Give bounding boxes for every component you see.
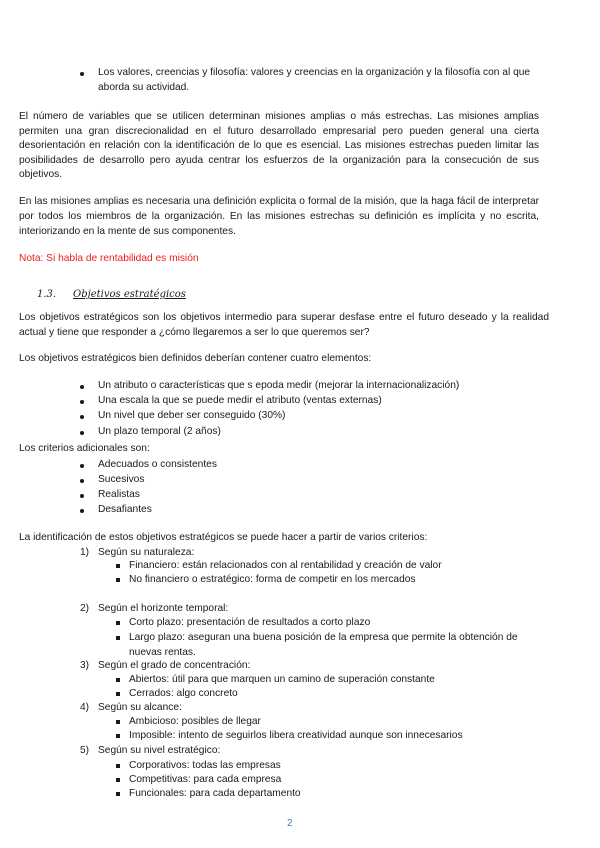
list-item-label: Según el grado de concentración: [98, 660, 251, 671]
paragraph-objectives-definition: Los objetivos estratégicos son los objetivos intermedio para superar desfase entre el futuro deseado y la realidad actual y tiene que responder a ¿cómo llegaremos a ser lo que queremos ser? [19, 312, 549, 338]
paragraph-mission-definition: En las misiones amplias es necesaria una definición explicita o formal de la misión, que la haga fácil de interpretar por todos los miembros de la organización. En las misiones estrechas su definición es implícita y no escrita, interiorizando en la mente de sus componentes. [19, 196, 539, 237]
list-item: Un atributo o características que s epoda medir (mejorar la internacionalización) [98, 380, 460, 391]
sub-list-item: Ambicioso: posibles de llegar [129, 716, 261, 727]
bullet-icon [80, 509, 84, 513]
paragraph-mission-variables: El número de variables que se utilicen determinan misiones amplias o más estrechas. Las misiones amplias permiten una gran discrecionalidad en el futuro desarrollado empresarial pero pueden general una cierta desorientación en relación con la identificación de lo que es esencial. Las misiones estrechas pueden limitar las posibilidades de desarrollo pero ayuda centrar los esfuerzos de la organización para la consecución de sus objetivos. [19, 111, 539, 181]
square-bullet-icon [116, 578, 120, 582]
bullet-icon [80, 479, 84, 483]
square-bullet-icon [116, 778, 120, 782]
list-item-label: Según el horizonte temporal: [98, 603, 229, 614]
criteria-intro: Los criterios adicionales son: [19, 443, 150, 454]
list-item-label: Según su alcance: [98, 702, 182, 713]
square-bullet-icon [116, 764, 120, 768]
sub-list-item: Imposible: intento de seguirlos libera creatividad aunque son innecesarios [129, 730, 463, 741]
note-text: Nota: Si habla de rentabilidad es misión [19, 253, 199, 264]
top-bullet-line1: Los valores, creencias y filosofía: valores y creencias en la organización y la filosofía con al que [98, 67, 531, 78]
square-bullet-icon [116, 734, 120, 738]
list-number: 3) [80, 660, 90, 671]
list-item-label: Según su nivel estratégico: [98, 745, 221, 756]
list-item: Adecuados o consistentes [98, 459, 217, 470]
list-number: 5) [80, 745, 90, 756]
square-bullet-icon [116, 720, 120, 724]
list-item: Sucesivos [98, 474, 145, 485]
list-item: Realistas [98, 489, 140, 500]
square-bullet-icon [116, 636, 120, 640]
identification-intro: La identificación de estos objetivos estratégicos se puede hacer a partir de varios criterios: [19, 532, 428, 543]
list-number: 2) [80, 603, 90, 614]
list-item: Un nivel que deber ser conseguido (30%) [98, 410, 286, 421]
list-number: 4) [80, 702, 90, 713]
square-bullet-icon [116, 792, 120, 796]
sub-list-item: Corporativos: todas las empresas [129, 760, 281, 771]
sub-list-item: Funcionales: para cada departamento [129, 788, 301, 799]
section-title: Objetivos estratégicos [73, 289, 186, 300]
bullet-icon [80, 464, 84, 468]
list-item: Desafiantes [98, 504, 152, 515]
sub-list-item: Abiertos: útil para que marquen un camino de superación constante [129, 674, 435, 685]
section-number: 1.3. [37, 289, 57, 300]
bullet-icon [80, 400, 84, 404]
square-bullet-icon [116, 564, 120, 568]
bullet-icon [80, 385, 84, 389]
bullet-icon [80, 431, 84, 435]
list-item: Una escala la que se puede medir el atributo (ventas externas) [98, 395, 382, 406]
page-number: 2 [287, 818, 293, 829]
bullet-icon [80, 72, 84, 76]
bullet-icon [80, 415, 84, 419]
paragraph-elements-intro: Los objetivos estratégicos bien definidos deberían contener cuatro elementos: [19, 353, 372, 364]
sub-list-item: Competitivas: para cada empresa [129, 774, 282, 785]
list-number: 1) [80, 547, 90, 558]
sub-list-item: No financiero o estratégico: forma de competir en los mercados [129, 574, 416, 585]
list-item-label: Según su naturaleza: [98, 547, 195, 558]
sub-list-item: Financiero: están relacionados con al rentabilidad y creación de valor [129, 560, 442, 571]
square-bullet-icon [116, 678, 120, 682]
square-bullet-icon [116, 692, 120, 696]
sub-list-item: Largo plazo: aseguran una buena posición de la empresa que permite la obtención de nuevas rentas. [129, 632, 518, 658]
list-item: Un plazo temporal (2 años) [98, 426, 221, 437]
sub-list-item: Corto plazo: presentación de resultados a corto plazo [129, 617, 371, 628]
square-bullet-icon [116, 621, 120, 625]
sub-list-item: Cerrados: algo concreto [129, 688, 238, 699]
bullet-icon [80, 494, 84, 498]
top-bullet-line2: aborda su actividad. [98, 82, 190, 93]
